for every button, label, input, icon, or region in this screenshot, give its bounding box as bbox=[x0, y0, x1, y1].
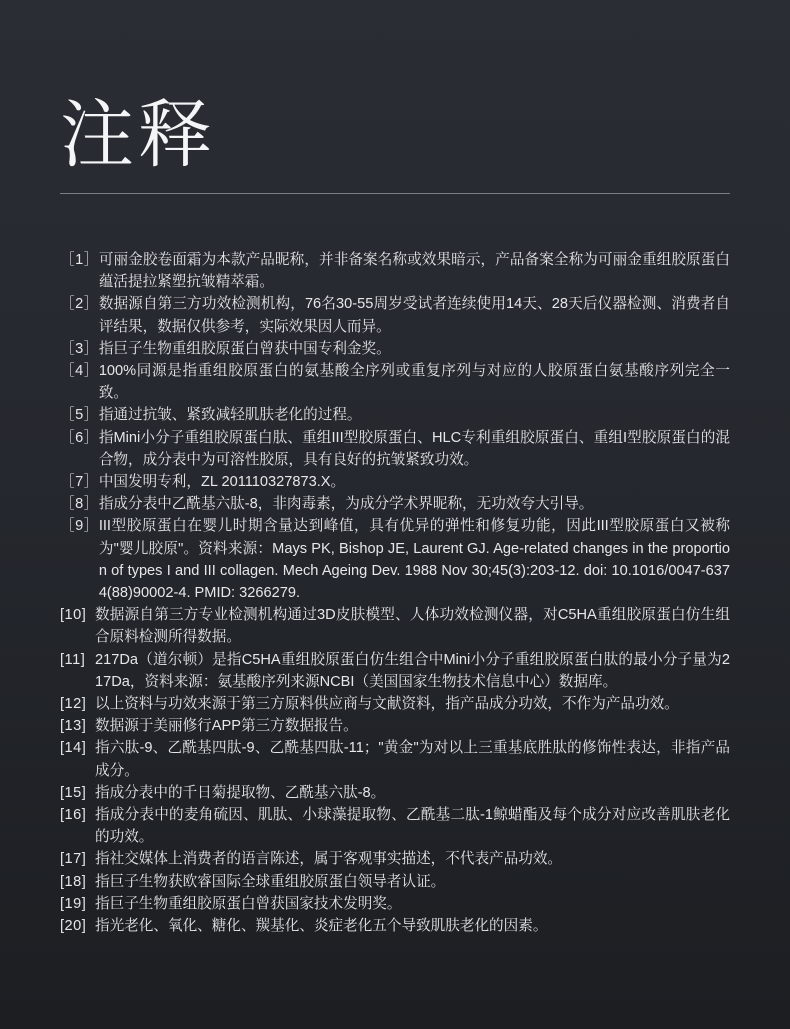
footnote-index: ［7］ bbox=[60, 474, 99, 491]
footnote-index: ［3］ bbox=[60, 340, 99, 357]
footnote-item bbox=[60, 782, 730, 804]
footnote-item bbox=[60, 848, 730, 870]
footnote-text: 100%同源是指重组胶原蛋白的氨基酸全序列或重复序列与对应的人胶原蛋白氨基酸序列完全一致。 bbox=[98, 363, 730, 402]
footnote-index: [13] bbox=[60, 718, 87, 735]
footnote-item bbox=[60, 804, 730, 848]
footnote-text: 中国发明专利，ZL 201110327873.X。 bbox=[98, 474, 346, 491]
footnote-text: III型胶原蛋白在婴儿时期含量达到峰值，具有优异的弹性和修复功能，因此III型胶原蛋白又被称为"婴儿胶原"。资料来源：Mays PK, Bishop JE, Laurent GJ. Age-related changes in the proportion of types I and III collagen. Mech Ageing Dev. 1988 Nov 30;45(3):203-12. doi: 10.1016/0047-6374(88)90002-4. PMID: 3266279. bbox=[98, 518, 730, 602]
footnote-index: ［4］ bbox=[60, 363, 99, 380]
footnote-item bbox=[60, 471, 730, 493]
footnote-text: 指巨子生物重组胶原蛋白曾获中国专利金奖。 bbox=[98, 340, 391, 357]
footnote-item bbox=[60, 293, 730, 337]
footnote-text: 指光老化、氧化、糖化、羰基化、炎症老化五个导致肌肤老化的因素。 bbox=[95, 918, 548, 935]
title-divider bbox=[60, 193, 730, 194]
footnote-item bbox=[60, 915, 730, 937]
footnote-item bbox=[60, 715, 730, 737]
footnote-index: [17] bbox=[60, 851, 87, 868]
footnote-item bbox=[60, 249, 730, 293]
footnote-index: [11] bbox=[60, 651, 86, 668]
footnote-item bbox=[60, 893, 730, 915]
footnote-text: 指巨子生物获欧睿国际全球重组胶原蛋白领导者认证。 bbox=[95, 873, 446, 890]
footnote-item bbox=[60, 360, 730, 404]
page-title: 注释 bbox=[60, 93, 216, 176]
footnote-index: [12] bbox=[60, 696, 87, 713]
footnote-item bbox=[60, 871, 730, 893]
footnote-text: 指Mini小分子重组胶原蛋白肽、重组III型胶原蛋白、HLC专利重组胶原蛋白、重组I型胶原蛋白的混合物，成分表中为可溶性胶原，具有良好的抗皱紧致功效。 bbox=[98, 429, 730, 468]
footnote-text: 数据源于美丽修行APP第三方数据报告。 bbox=[95, 718, 358, 735]
footnote-text: 指成分表中的麦角硫因、肌肽、小球藻提取物、乙酰基二肽-1鲸蜡酯及每个成分对应改善肌肤老化的功效。 bbox=[95, 807, 730, 846]
footnote-item bbox=[60, 515, 730, 604]
footnote-text: 指通过抗皱、紧致减轻肌肤老化的过程。 bbox=[98, 407, 362, 424]
footnote-text: 数据源自第三方功效检测机构，76名30-55周岁受试者连续使用14天、28天后仪器检测、消费者自评结果，数据仅供参考，实际效果因人而异。 bbox=[98, 296, 730, 335]
footnote-index: ［8］ bbox=[60, 496, 99, 513]
footnote-index: [15] bbox=[60, 784, 87, 801]
footnote-text: 数据源自第三方专业检测机构通过3D皮肤模型、人体功效检测仪器，对C5HA重组胶原蛋白仿生组合原料检测所得数据。 bbox=[95, 607, 730, 646]
footnote-index: [16] bbox=[60, 807, 87, 824]
footnote-text: 217Da（道尔顿）是指C5HA重组胶原蛋白仿生组合中Mini小分子重组胶原蛋白肽的最小分子量为217Da，资料来源：氨基酸序列来源NCBI（美国国家生物技术信息中心）数据库。 bbox=[95, 651, 730, 690]
footnote-item bbox=[60, 493, 730, 515]
footnote-text: 指六肽-9、乙酰基四肽-9、乙酰基四肽-11；"黄金"为对以上三重基底胜肽的修饰性表达，非指产品成分。 bbox=[95, 740, 730, 779]
footnote-text: 指成分表中的千日菊提取物、乙酰基六肽-8。 bbox=[95, 784, 386, 801]
footnote-text: 指社交媒体上消费者的语言陈述，属于客观事实描述，不代表产品功效。 bbox=[95, 851, 563, 868]
footnote-item bbox=[60, 427, 730, 471]
footnote-item bbox=[60, 404, 730, 426]
footnote-index: ［6］ bbox=[60, 429, 99, 446]
footnote-index: ［5］ bbox=[60, 407, 99, 424]
footnote-item bbox=[60, 693, 730, 715]
footnote-text: 以上资料与功效来源于第三方原料供应商与文献资料，指产品成分功效，不作为产品功效。 bbox=[95, 696, 679, 713]
footnote-item bbox=[60, 737, 730, 781]
footnote-item bbox=[60, 338, 730, 360]
footnote-index: [10] bbox=[60, 607, 87, 624]
footnote-list bbox=[60, 249, 730, 937]
footnote-item bbox=[60, 604, 730, 648]
footnote-text: 指成分表中乙酰基六肽-8，非肉毒素，为成分学术界昵称，无功效夸大引导。 bbox=[98, 496, 594, 513]
footnote-text: 指巨子生物重组胶原蛋白曾获国家技术发明奖。 bbox=[95, 895, 402, 912]
footnote-index: [19] bbox=[60, 895, 87, 912]
footnote-item bbox=[60, 649, 730, 693]
footnote-index: ［1］ bbox=[60, 252, 99, 268]
footnote-index: ［9］ bbox=[60, 518, 99, 535]
footnote-index: ［2］ bbox=[60, 296, 99, 313]
footnote-index: [20] bbox=[60, 918, 87, 935]
footnote-index: [14] bbox=[60, 740, 87, 757]
footnote-text: 可丽金胶卷面霜为本款产品昵称，并非备案名称或效果暗示，产品备案全称为可丽金重组胶原蛋白蕴活提拉紧塑抗皱精萃霜。 bbox=[98, 252, 730, 291]
footnote-index: [18] bbox=[60, 873, 87, 890]
